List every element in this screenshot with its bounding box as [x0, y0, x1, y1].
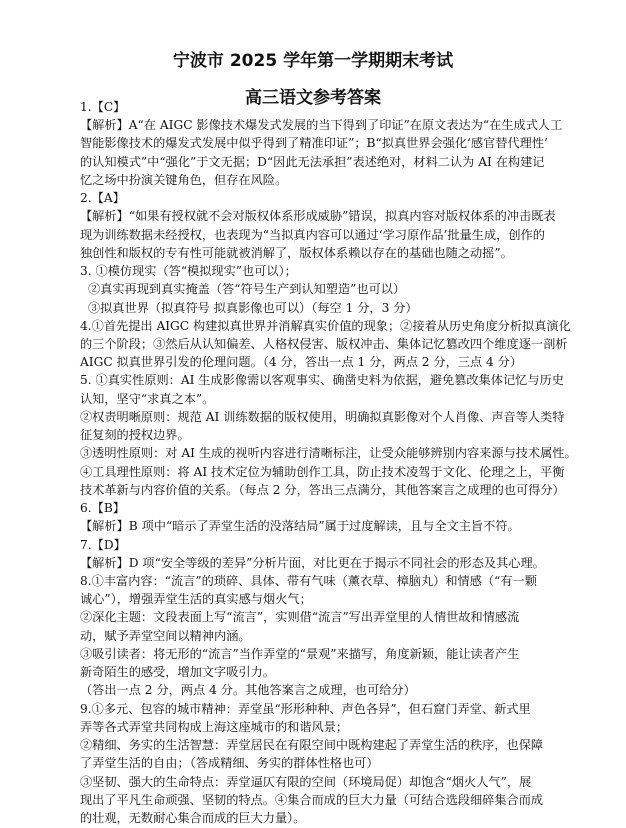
answer-line: （答出一点 2 分，两点 4 分。其他答案言之成理，也可给分）	[80, 683, 416, 698]
answer-line: ③坚韧、强大的生命特点：弄堂逼仄有限的空间（环境局促）却饱含“烟火人气”，展	[80, 774, 532, 789]
answer-line: 4.①首先提出 AIGC 构建拟真世界并消解真实价值的现象；②接着从历史角度分析拟真演化	[80, 318, 571, 333]
answer-line: ③吸引读者：将无形的“流言”当作弄堂的“景观”来描写，角度新颖，能让读者产生	[80, 646, 520, 661]
answer-line: 7.【D】	[80, 537, 126, 552]
answer-line: ②权责明晰原则：规范 AI 训练数据的版权使用，明确拟真影像对个人肖像、声音等人类特	[80, 409, 565, 424]
answer-line: 6.【B】	[80, 501, 125, 516]
answer-line: 技术革新与内容价值的关系。（每点 2 分，答出三点满分，其他答案言之成理的也可得分）	[80, 482, 565, 497]
answer-line: 5. ①真实性原则：AI 生成影像需以客观事实、确凿史料为依据，避免篡改集体记忆与历史	[80, 373, 564, 388]
answer-line: 新奇陌生的感受，增加文字吸引力。	[80, 665, 275, 680]
answer-line: 现出了平凡生命顽强、坚韧的特点。④集合而成的巨大力量（可结合选段细碎集合而成	[80, 792, 544, 807]
answer-line: ③透明性原则：对 AI 生成的视听内容进行清晰标注，让受众能够辨别内容来源与技术属性。	[80, 446, 577, 461]
answer-line: 独创性和版权的专有性可能就被消解了，版权体系赖以存在的基础也随之动摇”。	[80, 245, 513, 260]
answer-line: 了弄堂生活的自由；（答成精细、务实的群体性格也可）	[80, 756, 379, 771]
answer-line: 9.①多元、包容的城市精神：弄堂虽“形形种种、声色各异”，但石窟门弄堂、新式里	[80, 701, 531, 716]
answer-line: 征复刻的授权边界。	[80, 428, 190, 443]
answer-line: ②精细、务实的生活智慧：弄堂居民在有限空间中既构建起了弄堂生活的秩序，也保障	[80, 738, 544, 753]
answer-line: 认知，坚守“求真之本”。	[80, 391, 215, 406]
answer-line: 1.【C】	[80, 100, 126, 114]
answer-line: 的壮观，无数耐心集合而成的巨大力量）。	[80, 811, 306, 825]
answer-key-subtitle: 高三语文参考答案	[245, 88, 381, 108]
answer-line: 8.①丰富内容：“流言”的琐碎、具体、带有气味（薰衣草、樟脑丸）和情感（“有一颗	[80, 574, 537, 588]
answer-line: 【解析】D 项“安全等级的差异”分析片面，对比更在于揭示不同社会的形态及其心理。	[80, 555, 545, 570]
answer-line: 2.【A】	[80, 191, 125, 206]
answer-line: ②真实再现到真实掩盖（答“符号生产到认知塑造”也可以）	[88, 282, 406, 297]
answer-line: 【解析】“如果有授权就不会对版权体系形成威胁”错误，拟真内容对版权体系的冲击既表	[80, 209, 556, 224]
exam-title: 宁波市 2025 学年第一学期期末考试	[172, 51, 454, 71]
answer-line: 动，赋予弄堂空间以精神内涵。	[80, 628, 251, 643]
answer-line: 现为训练数据未经授权，也表现为“当拟真内容可以通过‘学习原作品’批量生成，创作的	[80, 227, 545, 242]
answer-line: AIGC 拟真世界引发的伦理问题。（4 分，答出一点 1 分，两点 2 分，三点 4 分）	[80, 355, 523, 370]
answer-line: 【解析】B 项中“暗示了弄堂生活的没落结局”属于过度解读，且与全文主旨不符。	[80, 519, 520, 534]
answer-line: 智能影像技术的爆发式发展中似乎得到了精准印证”；B“拟真世界会强化‘感官替代理性’	[80, 136, 548, 151]
answer-line: 3. ①模仿现实（答“模拟现实”也可以）；	[80, 264, 297, 279]
answer-line: 忆之场中扮演关键角色，但存在风险。	[80, 172, 288, 187]
answer-line: 的认知模式”中“强化”于文无据；D“因此无法承担”表述绝对，材料二认为 AI 在构建记	[80, 154, 545, 169]
answer-line: ③拟真世界（拟真符号 拟真影像也可以）（每空 1 分，3 分）	[88, 300, 418, 315]
answer-line: ④工具理性原则：将 AI 技术定位为辅助创作工具，防止技术凌驾于文化、伦理之上，平衡	[80, 464, 565, 479]
answer-line: 弄等各式弄堂共同构成上海这座城市的和谐风景；	[80, 719, 349, 734]
answer-line: 【解析】A“在 AIGC 影像技术爆发式发展的当下得到了印证”在原文表达为“在生成式人工	[80, 118, 563, 133]
answer-line: ②深化主题：文段表面上写“流言”，实则借“流言”写出弄堂里的人情世故和情感流	[80, 610, 520, 625]
answer-line: 的三个阶段；③然后从认知偏差、人格权侵害、版权冲击、集体记忆篡改四个维度逐一剖析	[80, 337, 568, 351]
answer-line: 诚心”），增强弄堂生活的真实感与烟火气；	[80, 592, 312, 607]
